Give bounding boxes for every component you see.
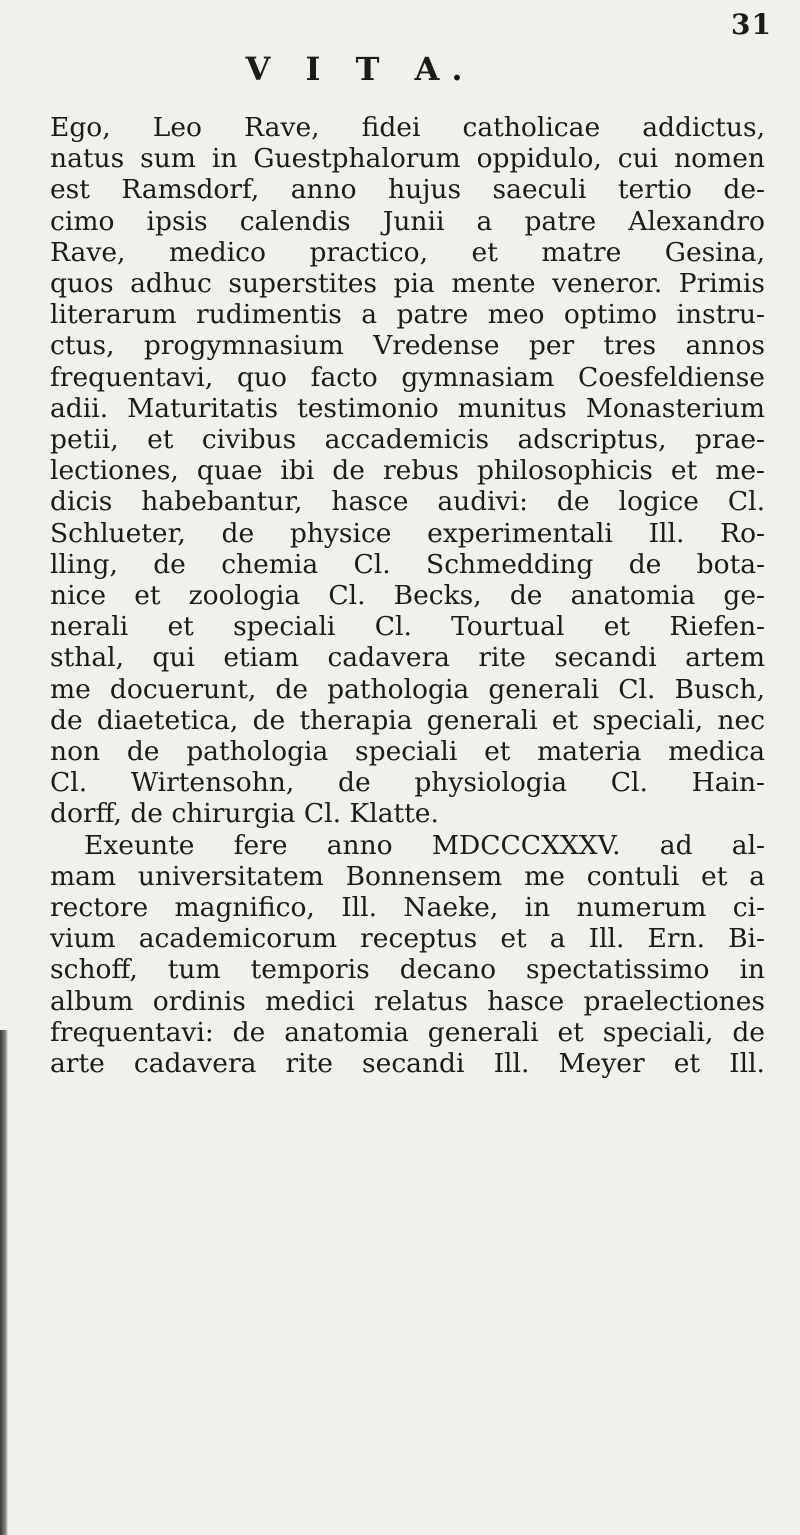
text-line: quos adhuc superstites pia mente veneror. Primis (50, 268, 765, 300)
text-line: petii, et civibus accademicis adscriptus, prae- (50, 424, 765, 456)
text-line: Schlueter, de physice experimentali Ill. Ro- (50, 517, 765, 549)
text-line: lectiones, quae ibi de rebus philosophicis et me- (50, 455, 765, 487)
page-number: 31 (731, 8, 772, 41)
text-line: cimo ipsis calendis Junii a patre Alexandro (50, 205, 765, 237)
text-line: sthal, qui etiam cadavera rite secandi artem (50, 642, 765, 674)
text-line: Cl. Wirtensohn, de physiologia Cl. Hain- (50, 767, 765, 799)
text-line: Rave, medico practico, et matre Gesina, (50, 236, 765, 268)
text-line: literarum rudimentis a patre meo optimo instru- (50, 299, 765, 331)
text-line: est Ramsdorf, anno hujus saeculi tertio de- (50, 174, 765, 206)
text-line: adii. Maturitatis testimonio munitus Monasterium (50, 392, 765, 424)
text-line: lling, de chemia Cl. Schmedding de bota- (50, 548, 765, 580)
text-line: album ordinis medici relatus hasce praelectiones (50, 985, 765, 1017)
body-text (50, 112, 765, 1079)
text-line: Exeunte fere anno MDCCCXXXV. ad al- (84, 829, 765, 861)
text-line: de diaetetica, de therapia generali et speciali, nec (50, 704, 765, 736)
text-line: arte cadavera rite secandi Ill. Meyer et Ill. (50, 1048, 765, 1080)
text-line: non de pathologia speciali et materia medica (50, 736, 765, 768)
text-line: rectore magnifico, Ill. Naeke, in numerum ci- (50, 892, 765, 924)
text-line: Ego, Leo Rave, fidei catholicae addictus, (50, 112, 765, 143)
text-line: vium academicorum receptus et a Ill. Ern. Bi- (50, 923, 765, 955)
text-line: ctus, progymnasium Vredense per tres annos (50, 330, 765, 362)
text-line: nice et zoologia Cl. Becks, de anatomia ge- (50, 580, 765, 612)
text-line: me docuerunt, de pathologia generali Cl. Busch, (50, 673, 765, 705)
text-line: nerali et speciali Cl. Tourtual et Riefen- (50, 611, 765, 643)
text-line: frequentavi, quo facto gymnasiam Coesfeldiense (50, 361, 765, 393)
section-heading: V I T A. (245, 50, 475, 88)
text-line: natus sum in Guestphalorum oppidulo, cui nomen (50, 143, 765, 175)
text-line: dicis habebantur, hasce audivi: de logice Cl. (50, 486, 765, 518)
text-line: mam universitatem Bonnensem me contuli et a (50, 860, 765, 892)
text-line: frequentavi: de anatomia generali et speciali, de (50, 1016, 765, 1048)
text-line: dorff, de chirurgia Cl. Klatte. (50, 798, 439, 830)
text-line: schoff, tum temporis decano spectatissimo in (50, 954, 765, 986)
binding-shadow (0, 1030, 8, 1535)
